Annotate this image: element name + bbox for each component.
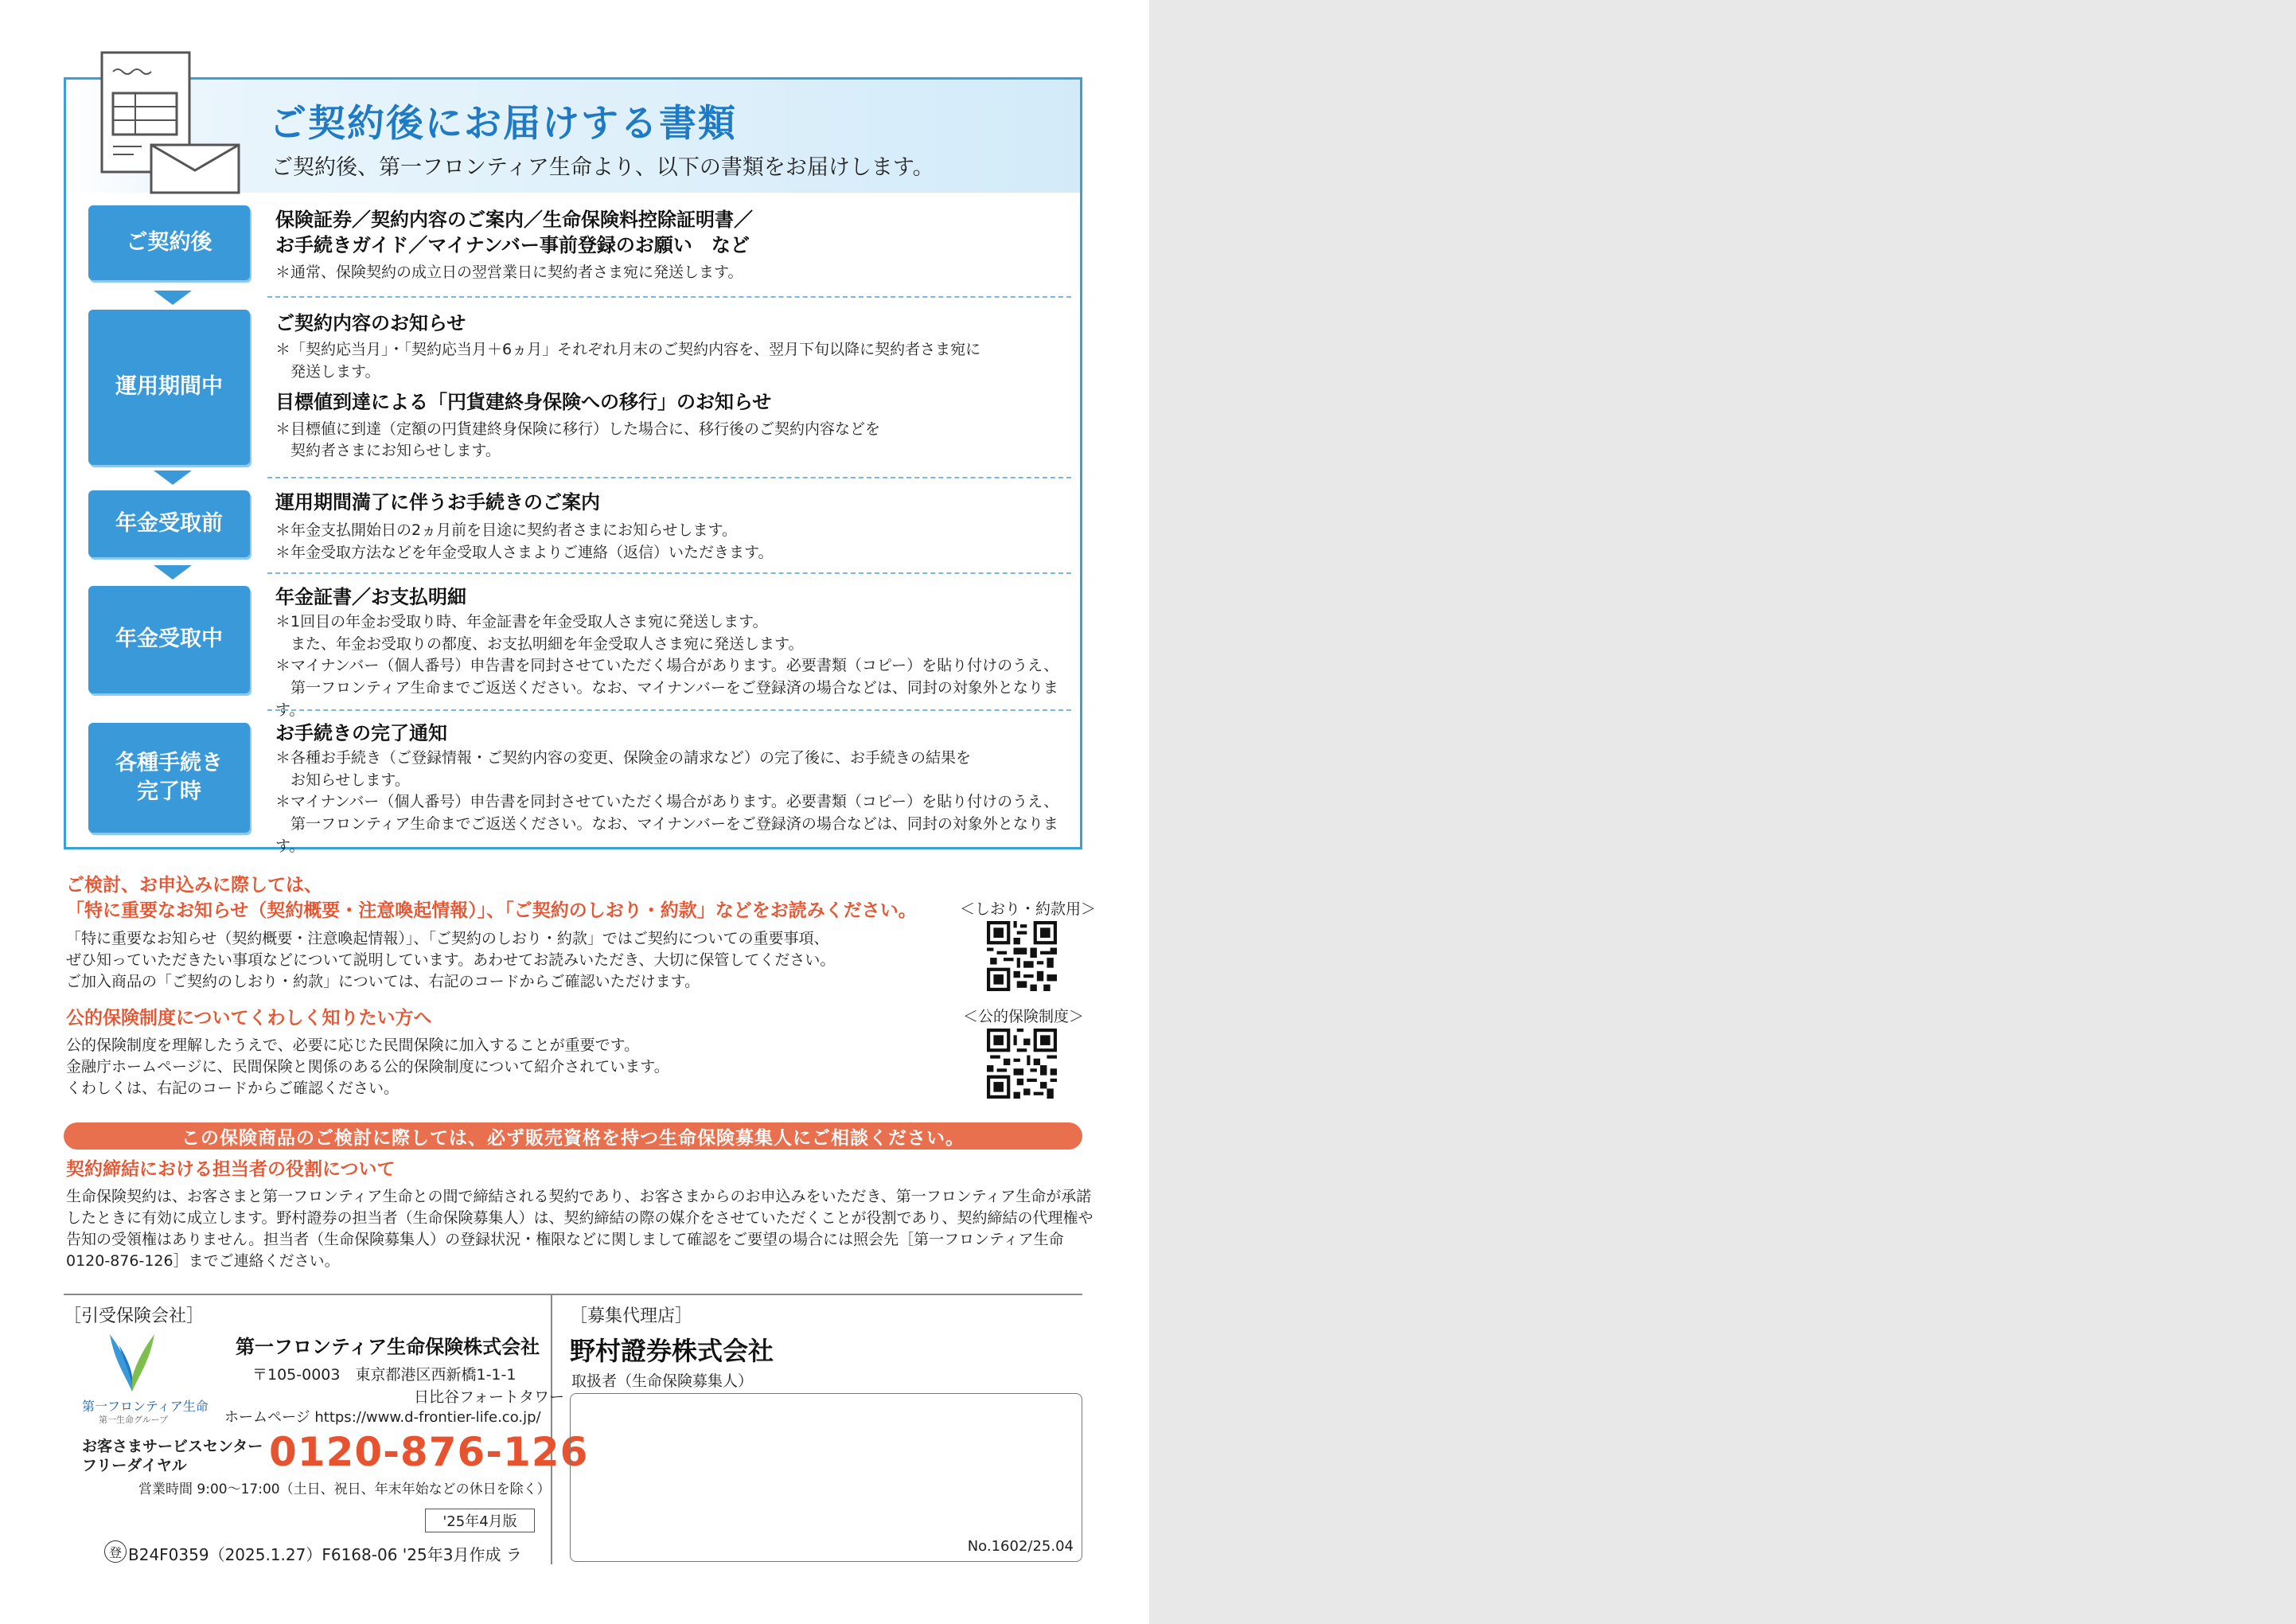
- registration-number: B24F0359（2025.1.27）F6168-06 '25年3月作成 ラ: [128, 1545, 522, 1564]
- company-logo-icon: [108, 1329, 156, 1393]
- agent-role-heading: 契約締結における担当者の役割について: [66, 1159, 396, 1180]
- agent-stamp-box: [570, 1393, 1082, 1562]
- gray-margin: [1149, 0, 2296, 1624]
- qr-label-terms: ＜しおり・約款用＞: [960, 900, 1097, 918]
- divider: [267, 572, 1071, 574]
- freedial-label: フリーダイヤル: [82, 1457, 187, 1474]
- service-center-label: お客さまサービスセンター: [82, 1438, 263, 1455]
- insurer-name: 第一フロンティア生命保険株式会社: [236, 1336, 540, 1358]
- step-label-operation-period: 運用期間中: [88, 310, 250, 465]
- notice-body: 「特に重要なお知らせ（契約概要・注意喚起情報）」、「ご契約のしおり・約款」ではご契約についての重要事項、 ぜひ知っていただきたい事項などについて説明しています。あわせてお読みいただき、大切に保管してください。 ご加入商品の「ご契約のしおり・約款」については、右記のコードからご確認いただけます。: [66, 930, 836, 990]
- logo-text: 第一フロンティア生命: [82, 1399, 209, 1414]
- divider: [267, 296, 1071, 298]
- insurer-homepage-link[interactable]: ホームページ https://www.d-frontier-life.co.jp/: [224, 1409, 541, 1426]
- step-content-operation-period: ご契約内容のお知らせ ＊「契約応当月」・「契約応当月＋6ヵ月」それぞれ月末のご契約内容を、翌月下旬以降に契約者さま宛に 発送します。 目標値到達による「円貨建終身保険への移行」のお知らせ ＊目標値に到達（定額の円貨建終身保険に移行）した場合に、移行後のご契約内容などを 契約者さまにお知らせします。: [275, 312, 981, 460]
- insurer-address-2: 日比谷フォートタワー: [414, 1388, 565, 1406]
- step-label-receiving-pension: 年金受取中: [88, 586, 250, 693]
- footer-divider: [64, 1294, 1082, 1295]
- step-content-before-pension: 運用期間満了に伴うお手続きのご案内 ＊年金支払開始日の2ヵ月前を目途に契約者さまにお知らせします。 ＊年金受取方法などを年金受取人さまよりご連絡（返信）いただきます。: [275, 491, 774, 561]
- divider: [267, 477, 1071, 478]
- qr-code-public[interactable]: [987, 1029, 1057, 1099]
- edition-badge: '25年4月版: [425, 1509, 535, 1532]
- step-content-receiving-pension: 年金証書／お支払明細 ＊1回目の年金お受取り時、年金証書を年金受取人さま宛に発送します。 また、年金お受取りの都度、お支払明細を年金受取人さま宛に発送します。 ＊マイナンバー（個人番号）申告書を同封させていただく場合があります。必要書類（コピー）を貼り付けのうえ、 第一フロンティア生命までご返送ください。なお、マイナンバーをご登録済の場合などは、同封の対象外となります。: [275, 586, 1059, 719]
- step-label-after-contract: ご契約後: [88, 205, 250, 280]
- service-hours: 営業時間 9:00～17:00（土日、祝日、年末年始などの休日を除く）: [138, 1482, 551, 1497]
- registration-mark-icon: 登: [104, 1540, 127, 1563]
- qr-label-public: ＜公的保険制度＞: [963, 1008, 1085, 1025]
- agent-role-body: 生命保険契約は、お客さまと第一フロンティア生命との間で締結される契約であり、お客さまからのお申込みをいただき、第一フロンティア生命が承諾 したときに有効に成立します。野村證券の担当者（生命保険募集人）は、契約締結の際の媒介をさせていただくことが役割であり、契約締結の代理権や 告知の受領権はありません。担当者（生命保険募集人）の登録状況・権限などに関しまして確認をご要望の場合には照会先［第一フロンティア生命 0120-876-126］までご連絡ください。: [66, 1188, 1093, 1270]
- qr-code-terms[interactable]: [987, 921, 1057, 991]
- divider: [267, 709, 1071, 711]
- step-label-before-pension: 年金受取前: [88, 490, 250, 557]
- notice-heading-1: ご検討、お申込みに際しては、: [66, 875, 322, 896]
- step-label-procedure-complete: 各種手続き 完了時: [88, 723, 250, 833]
- arrow-down-icon: [154, 470, 192, 485]
- step-content-procedure-complete: お手続きの完了通知 ＊各種お手続き（ご登録情報・ご契約内容の変更、保険金の請求など）の完了後に、お手続きの結果を お知らせします。 ＊マイナンバー（個人番号）申告書を同封させていただく場合があります。必要書類（コピー）を貼り付けのうえ、 第一フロンティア生命までご返送ください。なお、マイナンバーをご登録済の場合などは、同封の対象外となります。: [275, 722, 1059, 855]
- logo-subtext: 第一生命グループ: [99, 1415, 169, 1425]
- insurer-address-1: 〒105-0003 東京都港区西新橋1-1-1: [252, 1366, 517, 1384]
- agent-section-label: ［募集代理店］: [570, 1306, 693, 1326]
- document-envelope-icon: [96, 49, 247, 197]
- agent-handler-label: 取扱者（生命保険募集人）: [571, 1372, 754, 1390]
- arrow-down-icon: [154, 565, 192, 580]
- notice-heading-2: 「特に重要なお知らせ（契約概要・注意喚起情報）」、「ご契約のしおり・約款」などをお読みください。: [66, 900, 917, 921]
- docs-subtitle: ご契約後、第一フロンティア生命より、以下の書類をお届けします。: [271, 155, 934, 180]
- docs-title: ご契約後にお届けする書類: [269, 102, 737, 146]
- document-number: No.1602/25.04: [967, 1538, 1074, 1555]
- public-insurance-heading: 公的保険制度についてくわしく知りたい方へ: [66, 1008, 432, 1029]
- step-content-after-contract: 保険証券／契約内容のご案内／生命保険料控除証明書／ お手続きガイド／マイナンバー事前登録のお願い など ＊通常、保険契約の成立日の翌営業日に契約者さま宛に発送します。: [275, 209, 753, 281]
- agent-name: 野村證券株式会社: [570, 1336, 774, 1366]
- insurer-section-label: ［引受保険会社］: [64, 1306, 205, 1326]
- public-insurance-body: 公的保険制度を理解したうえで、必要に応じた民間保険に加入することが重要です。 金融庁ホームページに、民間保険と関係のある公的保険制度について紹介されています。 くわしくは、右記のコードからご確認ください。: [66, 1036, 669, 1097]
- consult-agent-banner: この保険商品のご検討に際しては、必ず販売資格を持つ生命保険募集人にご相談ください。: [64, 1122, 1082, 1150]
- arrow-down-icon: [154, 291, 192, 305]
- freedial-phone-number[interactable]: 0120-876-126: [269, 1429, 589, 1475]
